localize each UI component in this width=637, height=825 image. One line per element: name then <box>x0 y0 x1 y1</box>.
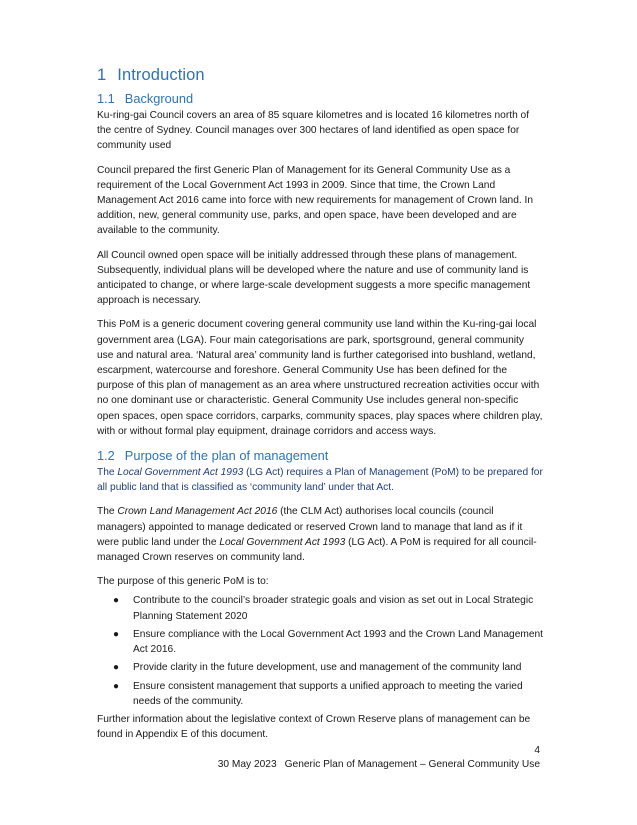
section-1-heading <box>97 66 543 85</box>
purpose-list <box>97 593 543 708</box>
section-1-1-heading <box>97 91 543 106</box>
paragraph: All Council owned open space will be initially addressed through these plans of management. Subsequently, individual plans will be developed where the nature and use of community land is anticipated to change, or where large-scale development suggests a more specific management approach is necessary. <box>97 249 531 307</box>
section-number: 1.2 <box>97 448 115 464</box>
bullet-icon: ● <box>113 662 120 674</box>
section-title: Purpose of the plan of management <box>124 448 329 464</box>
act-name: Local Government Act 1993 <box>219 536 346 548</box>
list-item-text: Provide clarity in the future development, use and management of the community land <box>133 662 522 674</box>
text-run: (LG Act) requires a Plan of Management (PoM) to be prepared for all public land that is classified as ‘community land’ under that Act. <box>97 467 543 494</box>
text-run: (the CLM Act) authorises local councils (council managers) appointed to manage dedicated or reserved Crown land to manage that land as if it were public land under the <box>97 506 523 548</box>
page-number: 4 <box>534 745 540 756</box>
footer-date: 30 May 2023 <box>217 759 277 770</box>
bullet-icon: ● <box>113 595 120 607</box>
act-name: Crown Land Management Act 2016 <box>117 506 278 518</box>
paragraph: The purpose of this generic PoM is to: <box>97 576 269 588</box>
text-run: (LG Act). A PoM is required for all council-managed Crown reserves on community land. <box>97 536 537 564</box>
paragraph: Further information about the legislative context of Crown Reserve plans of management can be found in Appendix E of this document. <box>97 713 531 741</box>
list-item <box>97 660 543 675</box>
section-number: 1 <box>97 66 107 84</box>
list-item-text: Ensure consistent management that supports a unified approach to meeting the varied needs of the community. <box>133 680 523 707</box>
footer-doc-title: Generic Plan of Management – General Community Use <box>284 759 540 770</box>
paragraph: Council prepared the first Generic Plan of Management for its General Community Use as a requirement of the Local Government Act 1993 in 2009. Since that time, the Crown Land Management Act 2016 came into force with new requirements for management of Crown land. In addition, new, general community use, parks, and open space, have been developed and are available to the community. <box>97 164 534 237</box>
paragraph: This PoM is a generic document covering general community use land within the Ku-ring-gai local government area (LGA). Four main categorisations are park, sportsground, general community use and natural area. ‘Natural area’ community land is further categorised into bushland, wetland, escarpment, watercourse and foreshore. General Community Use has been defined for the purpose of this plan of management as an area where unstructured recreation activities occur with no one dominant use or characteristic. General Community Use includes general non-specific open spaces, open space corridors, carparks, community spaces, play spaces where children play, with or without formal play equipment, drainage corridors and access ways. <box>97 319 543 437</box>
page-body <box>97 66 543 751</box>
bullet-icon: ● <box>113 680 120 692</box>
list-item <box>97 593 543 623</box>
text-run: The <box>97 467 118 479</box>
list-item-text: Contribute to the council’s broader strategic goals and vision as set out in Local Strategic Planning Statement 2020 <box>133 595 534 622</box>
section-number: 1.1 <box>97 91 115 106</box>
paragraph-clm-act <box>97 504 543 565</box>
bullet-icon: ● <box>113 628 120 640</box>
list-item <box>97 627 543 657</box>
section-1-2-heading <box>97 448 543 463</box>
section-title: Introduction <box>117 66 205 84</box>
paragraph-lg-act <box>97 465 543 495</box>
list-item-text: Ensure compliance with the Local Government Act 1993 and the Crown Land Management Act 2016. <box>133 628 544 656</box>
footer-line <box>218 758 540 772</box>
paragraph: Ku-ring-gai Council covers an area of 85 square kilometres and is located 16 kilometres north of the centre of Sydney. Council manages over 300 hectares of land identified as open space for community used <box>97 110 530 152</box>
act-name: Local Government Act 1993 <box>117 467 244 479</box>
section-title: Background <box>124 91 194 106</box>
page-footer <box>218 744 540 772</box>
list-item <box>97 679 543 709</box>
text-run: The <box>97 506 118 518</box>
